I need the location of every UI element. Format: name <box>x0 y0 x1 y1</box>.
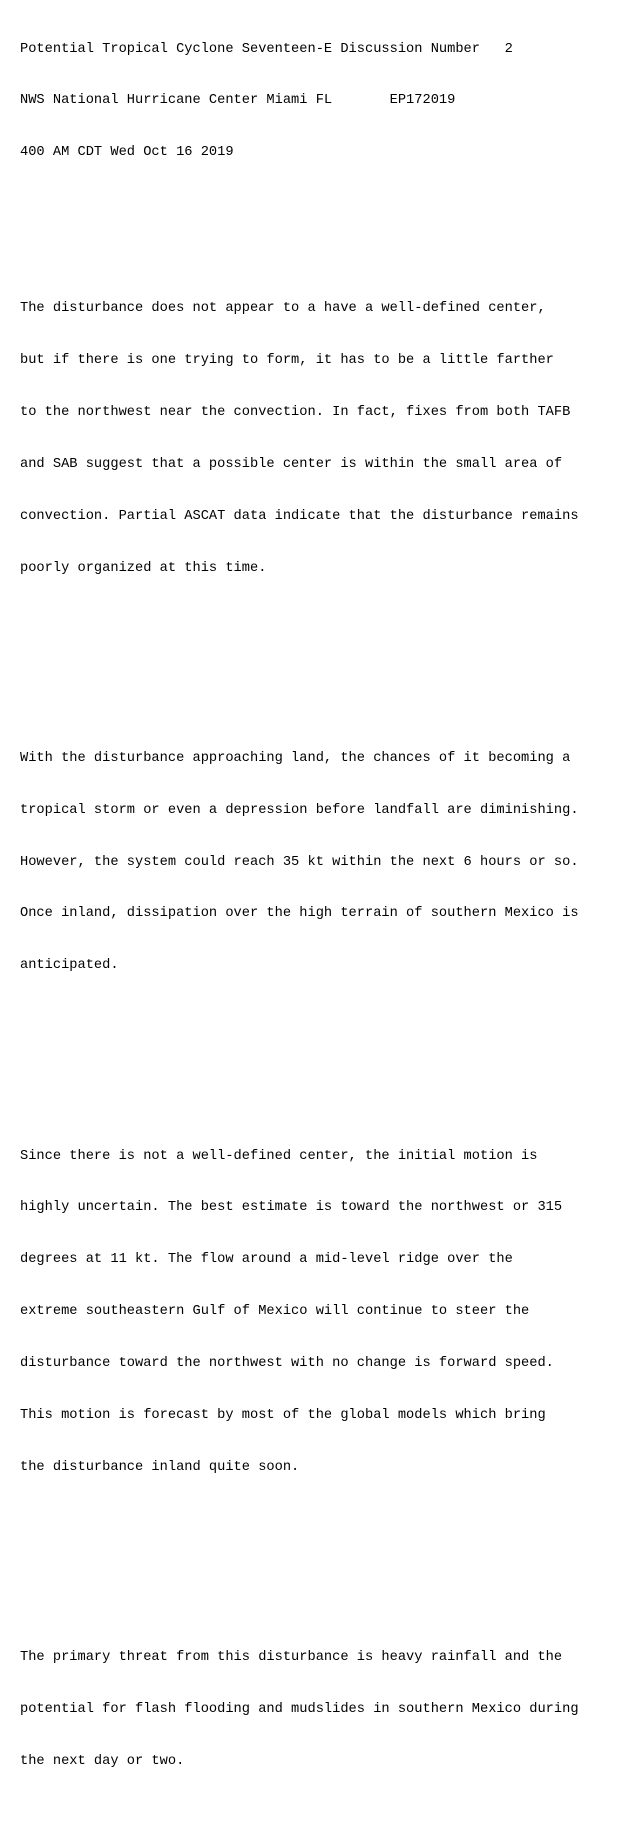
blank-line <box>20 1044 579 1061</box>
header-title-line: Potential Tropical Cyclone Seventeen-E Discussion Number 2 <box>20 41 513 57</box>
text-line: This motion is forecast by most of the global models which bring <box>20 1408 546 1424</box>
text-line: but if there is one trying to form, it has to be a little farther <box>20 352 554 368</box>
paragraph-4 <box>20 1615 579 1805</box>
text-line: Once inland, dissipation over the high terrain of southern Mexico is <box>20 906 579 922</box>
paragraph-3 <box>20 1113 579 1511</box>
text-line: poorly organized at this time. <box>20 560 267 576</box>
text-line: to the northwest near the convection. In fact, fixes from both TAFB <box>20 404 571 420</box>
header-time-line: 400 AM CDT Wed Oct 16 2019 <box>20 145 234 161</box>
text-line: extreme southeastern Gulf of Mexico will continue to steer the <box>20 1304 530 1320</box>
blank-line <box>20 1545 579 1562</box>
text-line: highly uncertain. The best estimate is toward the northwest or 315 <box>20 1200 563 1216</box>
text-line: convection. Partial ASCAT data indicate that the disturbance remains <box>20 508 579 524</box>
text-line: However, the system could reach 35 kt within the next 6 hours or so. <box>20 854 579 870</box>
blank-line <box>20 646 579 663</box>
text-line: potential for flash flooding and mudslides in southern Mexico during <box>20 1702 579 1718</box>
blank-line <box>20 196 579 213</box>
text-line: The primary threat from this disturbance is heavy rainfall and the <box>20 1650 563 1666</box>
text-line: Since there is not a well-defined center, the initial motion is <box>20 1148 538 1164</box>
text-line: anticipated. <box>20 958 119 974</box>
text-line: the next day or two. <box>20 1753 185 1769</box>
text-line: With the disturbance approaching land, the chances of it becoming a <box>20 750 571 766</box>
header-office-line: NWS National Hurricane Center Miami FL EP172019 <box>20 93 456 109</box>
text-line: disturbance toward the northwest with no change is forward speed. <box>20 1356 554 1372</box>
text-line: degrees at 11 kt. The flow around a mid-level ridge over the <box>20 1252 513 1268</box>
text-line: and SAB suggest that a possible center is within the small area of <box>20 456 563 472</box>
paragraph-2 <box>20 715 579 1009</box>
text-line: The disturbance does not appear to a have a well-defined center, <box>20 301 546 317</box>
discussion-document <box>20 6 579 1822</box>
paragraph-1 <box>20 265 579 611</box>
text-line: the disturbance inland quite soon. <box>20 1459 300 1475</box>
text-line: tropical storm or even a depression before landfall are diminishing. <box>20 802 579 818</box>
